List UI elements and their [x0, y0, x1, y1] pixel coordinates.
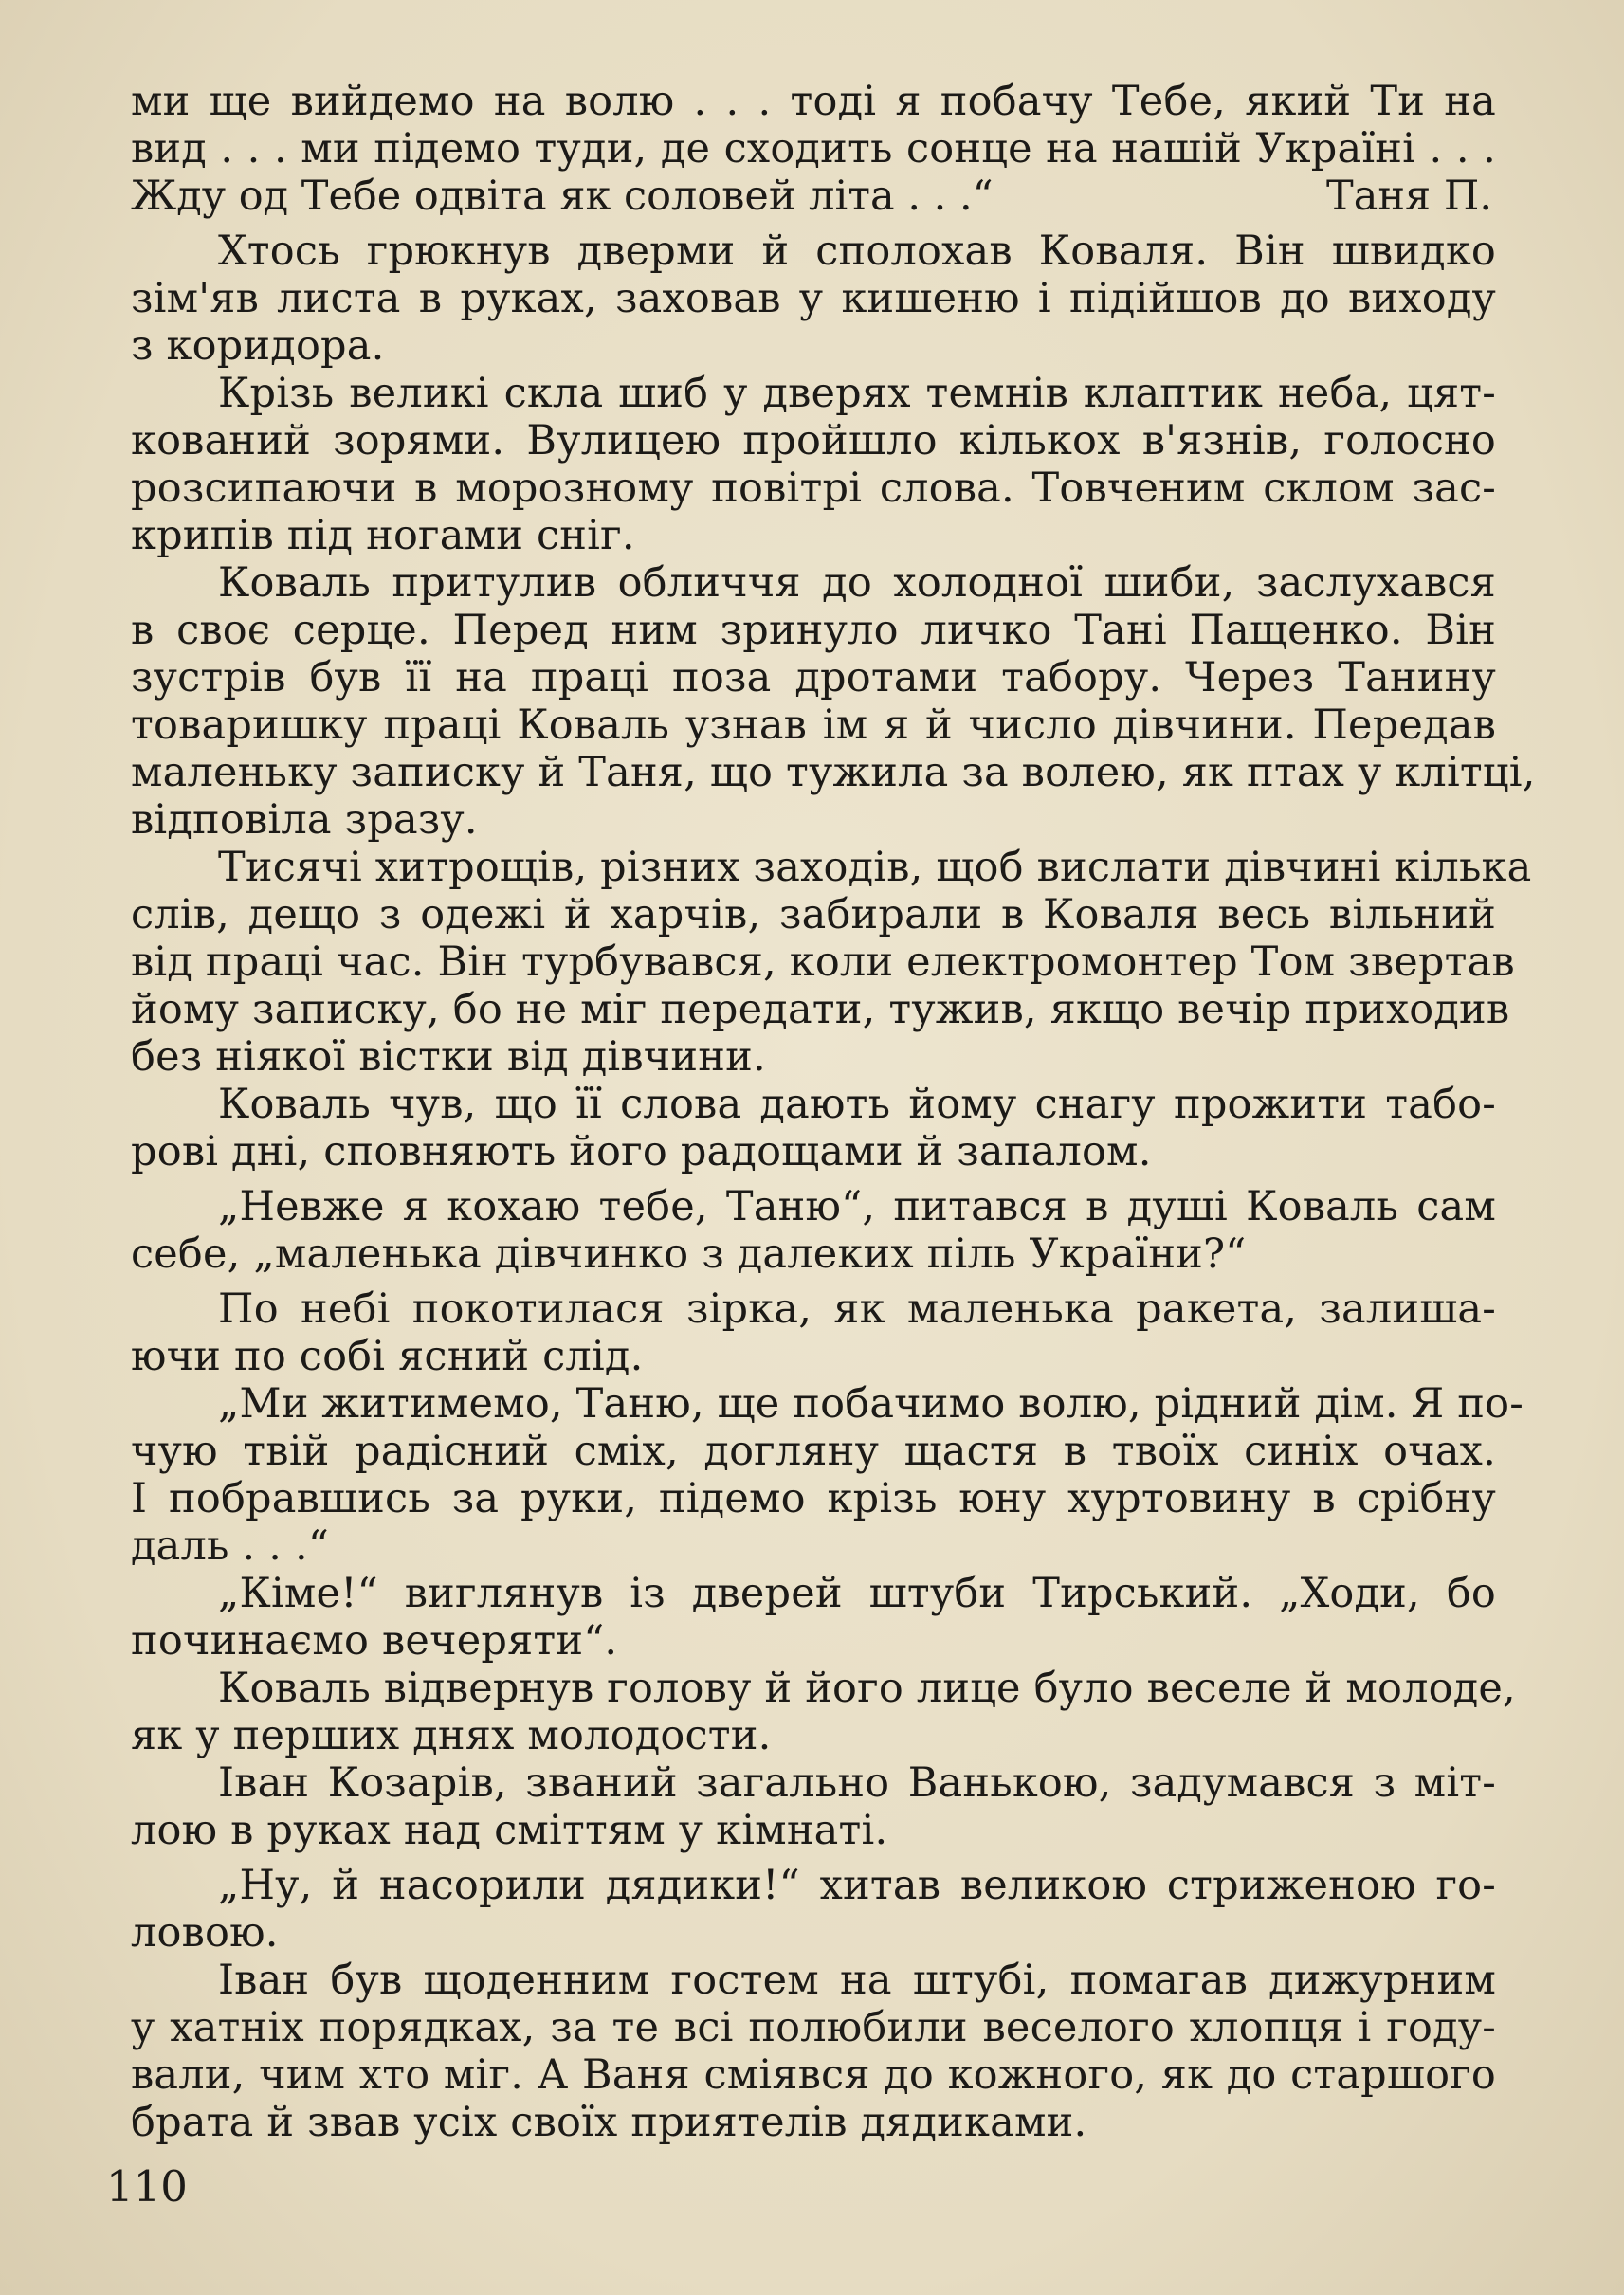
text-line: Крізь великі скла шиб у дверях темнів клаптик неба, цят-: [218, 370, 1496, 417]
paragraph: [131, 1862, 1496, 1957]
paragraph: [131, 1183, 1496, 1278]
paragraph: [131, 844, 1532, 1081]
text-line: без ніякої вістки від дівчини.: [131, 1033, 766, 1081]
text-line: чую твій радісний сміх, догляну щастя в твоїх синіх очах.: [131, 1428, 1496, 1475]
text-line: кований зорями. Вулицею пройшло кількох в'язнів, голосно: [131, 417, 1496, 464]
text-line: Іван був щоденним гостем на штубі, помагав дижурним: [218, 1957, 1496, 2004]
text-line: йому записку, бо не міг передати, тужив, якщо вечір приходив: [131, 986, 1510, 1033]
text-line: лою в руках над сміттям у кімнаті.: [131, 1807, 888, 1854]
text-line: себе, „маленька дівчинко з далеких піль України?“: [131, 1230, 1247, 1278]
text-line: Коваль чув, що її слова дають йому снагу прожити табо-: [218, 1081, 1496, 1128]
text-line: ючи по собі ясний слід.: [131, 1333, 644, 1380]
paragraph: [131, 1285, 1496, 1380]
text-line: як у перших днях молодости.: [131, 1712, 772, 1759]
text-line: з коридора.: [131, 322, 385, 370]
page-number: 110: [106, 2161, 188, 2212]
text-line: Коваль притулив обличчя до холодної шиби, заслухався: [218, 559, 1496, 607]
text-line: зім'яв листа в руках, заховав у кишеню і підійшов до виходу: [131, 275, 1496, 322]
text-line: „Кіме!“ виглянув із дверей штуби Тирський. „Ходи, бо: [218, 1570, 1496, 1617]
text-line: в своє серце. Перед ним зринуло личко Тані Пащенко. Він: [131, 607, 1496, 654]
text-line: у хатніх порядках, за те всі полюбили веселого хлопця і году-: [131, 2004, 1496, 2051]
letter-closing: [131, 173, 1496, 220]
paragraph: [131, 1665, 1516, 1759]
text-line: По небі покотилася зірка, як маленька ракета, залиша-: [218, 1285, 1496, 1333]
text-line: зустрів був її на праці поза дротами табору. Через Танину: [131, 654, 1496, 701]
text-line: товаришку праці Коваль узнав ім я й число дівчини. Передав: [131, 701, 1496, 749]
text-line: Іван Козарів, званий загально Ванькою, задумався з міт-: [218, 1759, 1496, 1807]
paragraph: [131, 559, 1536, 844]
text-line: Тисячі хитрощів, різних заходів, щоб вислати дівчині кілька: [218, 844, 1532, 891]
paragraph: [131, 228, 1496, 370]
text-line: крипів під ногами сніг.: [131, 512, 635, 559]
text-line: „Невже я кохаю тебе, Таню“, питався в душі Коваль сам: [218, 1183, 1496, 1230]
text-line: починаємо вечеряти“.: [131, 1617, 618, 1665]
text-line: вид . . . ми підемо туди, де сходить сонце на нашій Україні . . .: [131, 125, 1496, 173]
text-line: маленьку записку й Таня, що тужила за волею, як птах у клітці,: [131, 749, 1536, 796]
paragraph: [131, 78, 1496, 173]
text-line: ловою.: [131, 1909, 279, 1957]
text-line: І побравшись за руки, підемо крізь юну хуртовину в срібну: [131, 1475, 1496, 1522]
paragraph: [131, 1380, 1524, 1570]
text-line: слів, дещо з одежі й харчів, забирали в Коваля весь вільний: [131, 891, 1496, 938]
paragraph: [131, 370, 1496, 559]
text-line: від праці час. Він турбувався, коли електромонтер Том звертав: [131, 938, 1515, 986]
text-line: Жду од Тебе одвіта як соловей літа . . .“: [131, 173, 994, 220]
text-line: Коваль відвернув голову й його лице було веселе й молоде,: [218, 1665, 1516, 1712]
text-line: Хтось грюкнув дверми й сполохав Коваля. Він швидко: [218, 228, 1496, 275]
paragraph: [131, 1570, 1496, 1665]
text-line: ми ще вийдемо на волю . . . тоді я побачу Тебе, який Ти на: [131, 78, 1496, 125]
text-line: розсипаючи в морозному повітрі слова. Товченим склом зас-: [131, 464, 1496, 512]
text-line: рові дні, сповняють його радощами й запалом.: [131, 1128, 1152, 1175]
paragraph: [131, 1759, 1496, 1854]
letter-signature: Таня П.: [1326, 173, 1492, 220]
text-line: „Ну, й насорили дядики!“ хитав великою стриженою го-: [218, 1862, 1496, 1909]
text-line: вали, чим хто міг. А Ваня сміявся до кожного, як до старшого: [131, 2051, 1496, 2099]
text-line: відповіла зразу.: [131, 796, 478, 844]
book-page-body: [131, 78, 1536, 2146]
text-line: брата й звав усіх своїх приятелів дядиками.: [131, 2099, 1087, 2146]
text-line: даль . . .“: [131, 1522, 330, 1570]
paragraph: [131, 1081, 1496, 1175]
text-line: „Ми житимемо, Таню, ще побачимо волю, рідний дім. Я по-: [218, 1380, 1524, 1428]
paragraph: [131, 1957, 1496, 2146]
